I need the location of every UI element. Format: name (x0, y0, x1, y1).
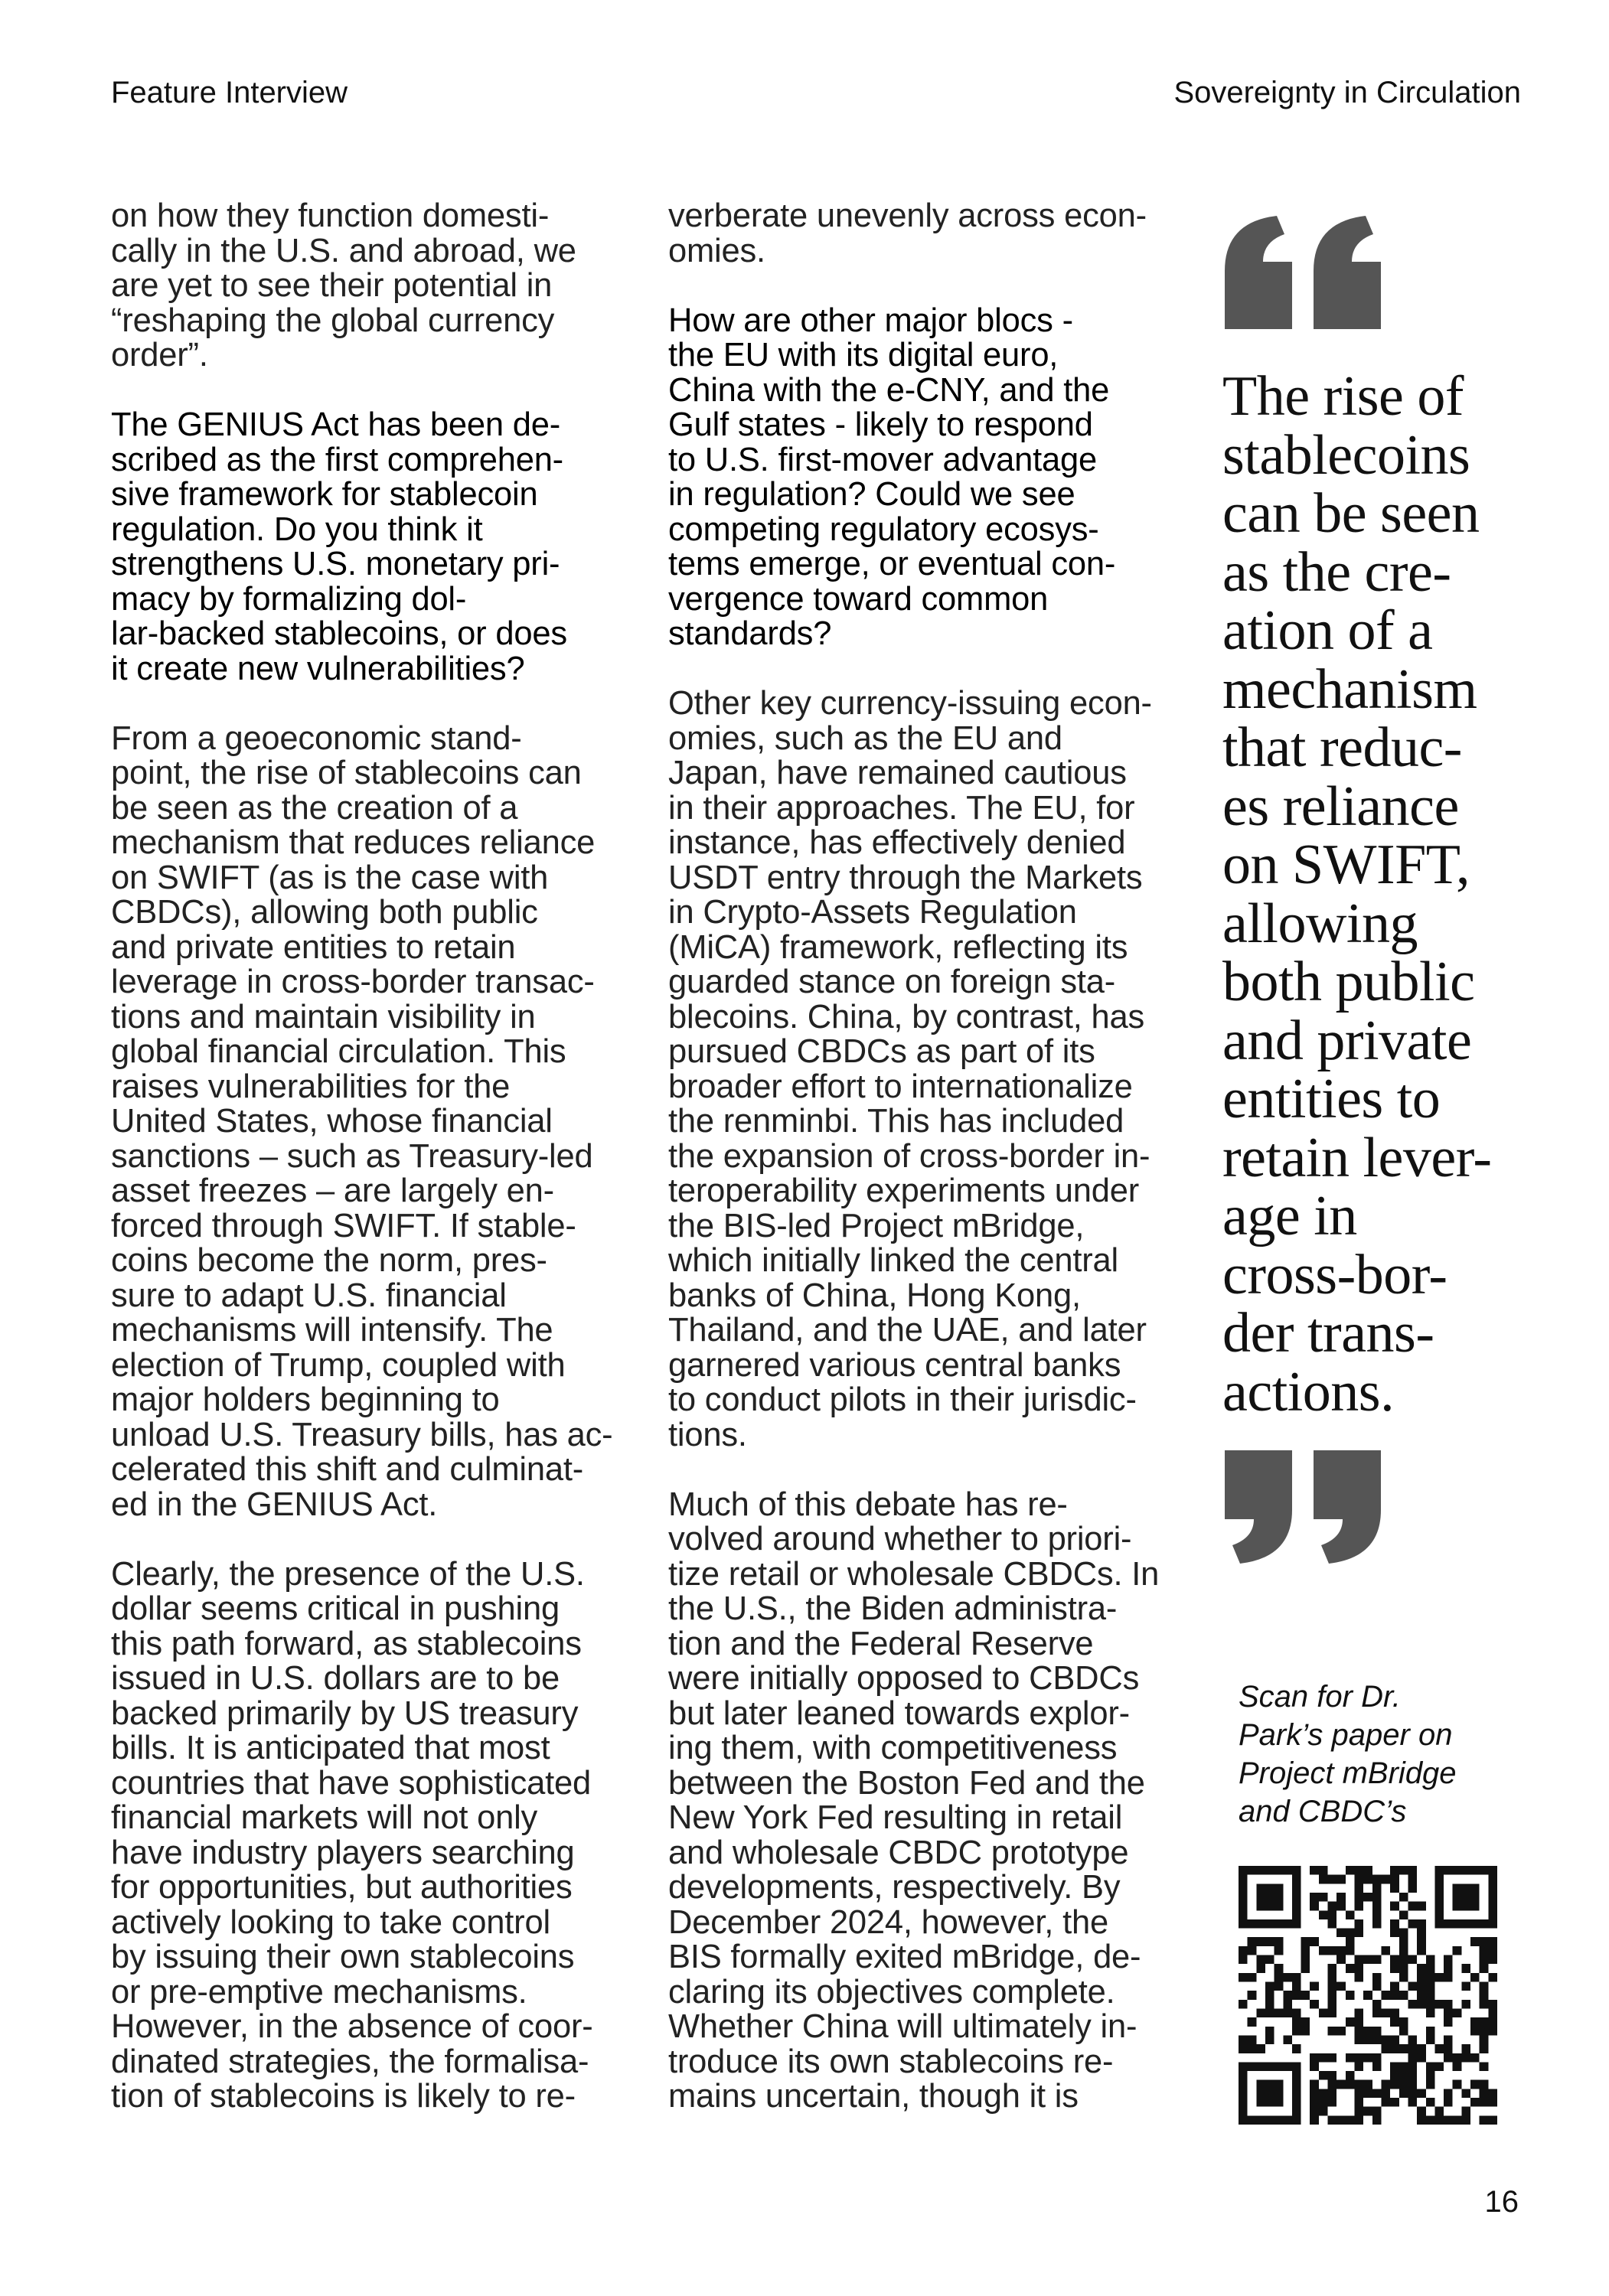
interview-question: How are other major blocs - the EU with its digital euro, China with the e-CNY, and the Gulf states - likely to respond to U.S. first-mover advantage in regulation? Could we see competing regulatory ecosys- tems emerge, or eventual con- vergence toward common standards? (668, 302, 1116, 652)
open-quote-icon (1225, 216, 1387, 329)
body-paragraph: Much of this debate has re- volved around whether to priori- tize retail or wholesale CBDCs. In the U.S., the Biden administra- tion and the Federal Reserve were initially opposed to CBDCs but later leaned towards explor- ing them, with competitiveness between the Boston Fed and the New York Fed resulting in retail and wholesale CBDC prototype developments, respectively. By December 2024, however, the BIS formally exited mBridge, de- claring its objectives complete. Whether China will ultimately in- troduce its own stablecoins re- mains uncertain, though it is (668, 1486, 1160, 2115)
body-paragraph: verberate unevenly across econ- omies. (668, 197, 1147, 269)
pull-quote: The rise of stablecoins can be seen as the cre- ation of a mechanism that reduc- es reliance on SWIFT, allowing both public and private entities to retain lever- age in cross-bor- der trans- actions. (1222, 365, 1492, 1424)
article-column-middle (668, 199, 1181, 2149)
running-header-title: Sovereignty in Circulation (1173, 76, 1521, 109)
body-paragraph: on how they function domesti- cally in the U.S. and abroad, we are yet to see their potential in “reshaping the global currency order”. (111, 197, 576, 373)
body-paragraph: Other key currency-issuing econ- omies, such as the EU and Japan, have remained cautious in their approaches. The EU, for instance, has effectively denied USDT entry through the Markets in Crypto-Assets Regulation (MiCA) framework, reflecting its guarded stance on foreign sta- blecoins. China, by contrast, has pursued CBDCs as part of its broader effort to internationalize the renminbi. This has included the expansion of cross-border in- teroperability experiments under the BIS-led Project mBridge, which initially linked the central banks of China, Hong Kong, Thailand, and the UAE, and later garnered various central banks to conduct pilots in their jurisdic- tions. (668, 685, 1152, 1453)
qr-caption: Scan for Dr. Park’s paper on Project mBridge and CBDC’s (1239, 1680, 1457, 1828)
body-paragraph: Clearly, the presence of the U.S. dollar seems critical in pushing this path forward, as stablecoins issued in U.S. dollars are to be backed primarily by US treasury bills. It is anticipated that most countries that have sophisticated financial markets will not only have industry players searching for opportunities, but authorities actively looking to take control by issuing their own stablecoins or pre-emptive mechanisms. However, in the absence of coor- dinated strategies, the formalisa- tion of stablecoins is likely to re- (111, 1555, 593, 2115)
interview-question: The GENIUS Act has been de- scribed as the first comprehen- sive framework for stablecoin regulation. Do you think it strengthens U.S. monetary pri- macy by formalizing dol- lar-backed stablecoins, or does it create new vulnerabilities? (111, 406, 567, 687)
running-header-section: Feature Interview (111, 76, 348, 109)
body-paragraph: From a geoeconomic stand- point, the rise of stablecoins can be seen as the creation of a mechanism that reduces reliance on SWIFT (as is the case with CBDCs), allowing both public and private entities to retain leverage in cross-border transac- tions and maintain visibility in global financial circulation. This raises vulnerabilities for the United States, whose financial sanctions – such as Treasury-led asset freezes – are largely en- forced through SWIFT. If stable- coins become the norm, pres- sure to adapt U.S. financial mechanisms will intensify. The election of Trump, coupled with major holders beginning to unload U.S. Treasury bills, has ac- celerated this shift and culminat- ed in the GENIUS Act. (111, 719, 613, 1523)
qr-code-icon[interactable] (1239, 1866, 1497, 2125)
close-quote-icon (1225, 1450, 1387, 1564)
article-column-left (111, 199, 624, 2149)
page-number: 16 (1484, 2185, 1519, 2219)
